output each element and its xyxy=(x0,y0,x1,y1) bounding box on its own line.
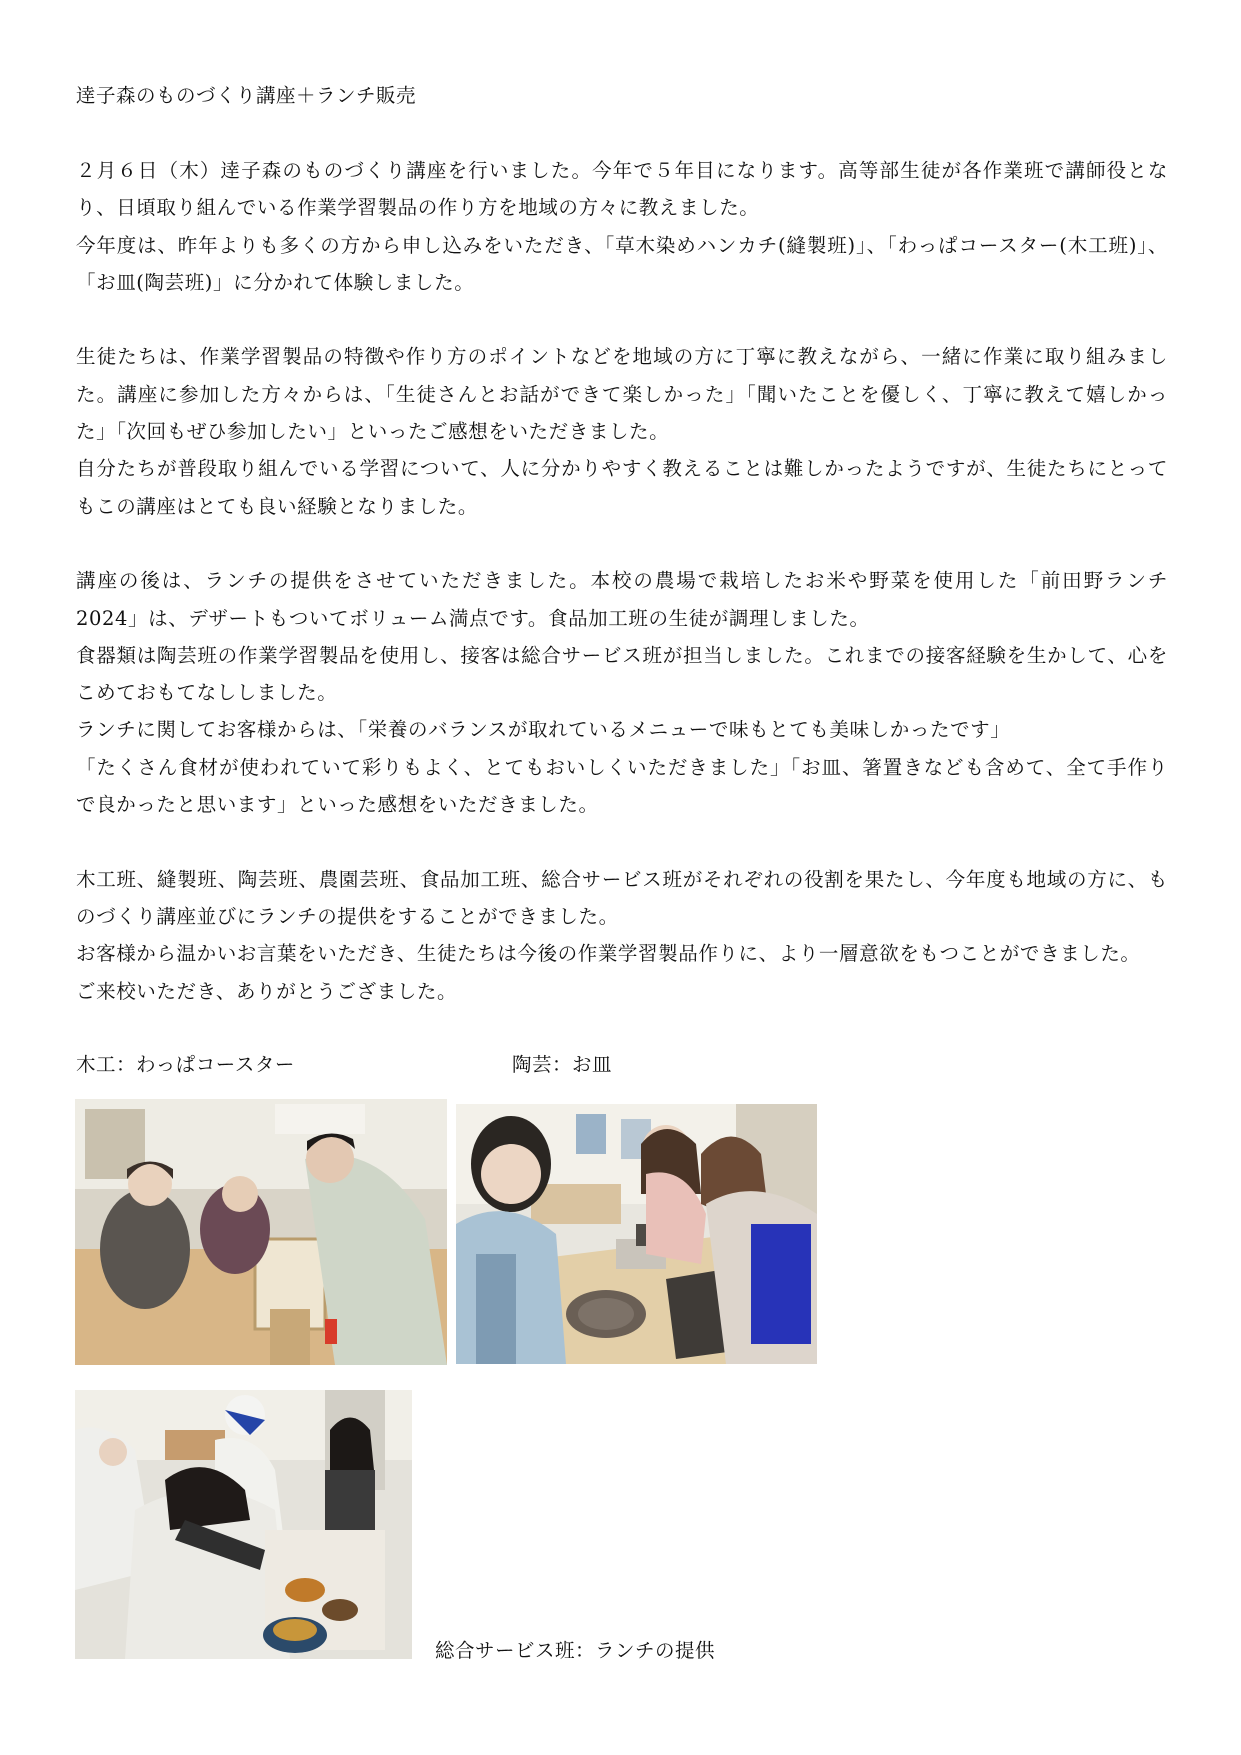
paragraph: 木工班、縫製班、陶芸班、農園芸班、食品加工班、総合サービス班がそれぞれの役割を果たし、今年度も地域の方に、ものづくり講座並びにランチの提供をすることができました。 xyxy=(76,867,1168,928)
paragraph-gap xyxy=(76,525,1168,562)
pottery-photo xyxy=(456,1104,817,1364)
paragraph: ランチに関してお客様からは、「栄養のバランスが取れているメニューで味もとても美味しかったです」 xyxy=(76,718,1011,742)
paragraph: 自分たちが普段取り組んでいる学習について、人に分かりやすく教えることは難しかったようですが、生徒たちにとってもこの講座はとても良い経験となりました。 xyxy=(76,457,1168,518)
paragraph-gap xyxy=(76,301,1168,338)
service-photo xyxy=(75,1390,412,1659)
paragraph: 講座の後は、ランチの提供をさせていただきました。本校の農場で栽培したお米や野菜を使用した「前田野ランチ 2024」は、デザートもついてボリューム満点です。食品加工班の生徒が調理しました。 xyxy=(76,569,1168,630)
paragraph: ご来校いただき、ありがとうござました。 xyxy=(76,979,458,1003)
caption-woodwork: 木工：わっぱコースター xyxy=(76,1053,295,1076)
paragraph: ２月６日（木）逹子森のものづくり講座を行いました。今年で５年目になります。高等部生徒が各作業班で講師役となり、日頃取り組んでいる作業学習製品の作り方を地域の方々に教えました。 xyxy=(76,159,1168,220)
paragraph: 食器類は陶芸班の作業学習製品を使用し、接客は総合サービス班が担当しました。これまでの接客経験を生かして、心をこめておもてなししました。 xyxy=(76,643,1168,705)
paragraph: お客様から温かいお言葉をいただき、生徒たちは今後の作業学習製品作りに、より一層意欲をもつことができました。 xyxy=(76,942,1141,966)
caption-pottery: 陶芸：お皿 xyxy=(512,1053,613,1076)
caption-service: 総合サービス班：ランチの提供 xyxy=(435,1639,716,1662)
article-body xyxy=(76,152,1168,1010)
paragraph: 今年度は、昨年よりも多くの方から申し込みをいただき、「草木染めハンカチ(縫製班)」、「わっぱコースター(木工班)」、「お皿(陶芸班)」に分かれて体験しました。 xyxy=(76,233,1168,294)
paragraph: 「たくさん食材が使われていて彩りもよく、とてもおいしくいただきました」「お皿、箸置きなども含めて、全て手作りで良かったと思います」といった感想をいただきました。 xyxy=(76,755,1168,817)
document-title: 逹子森のものづくり講座＋ランチ販売 xyxy=(76,84,417,107)
paragraph: 生徒たちは、作業学習製品の特徴や作り方のポイントなどを地域の方に丁寧に教えながら、一緒に作業に取り組みました。講座に参加した方々からは、「生徒さんとお話ができて楽しかった」「聞いたことを優しく、丁寧に教えて嬉しかった」「次回もぜひ参加したい」といったご感想をいただきました。 xyxy=(76,345,1168,444)
woodwork-photo xyxy=(75,1099,447,1365)
paragraph-gap xyxy=(76,823,1168,860)
